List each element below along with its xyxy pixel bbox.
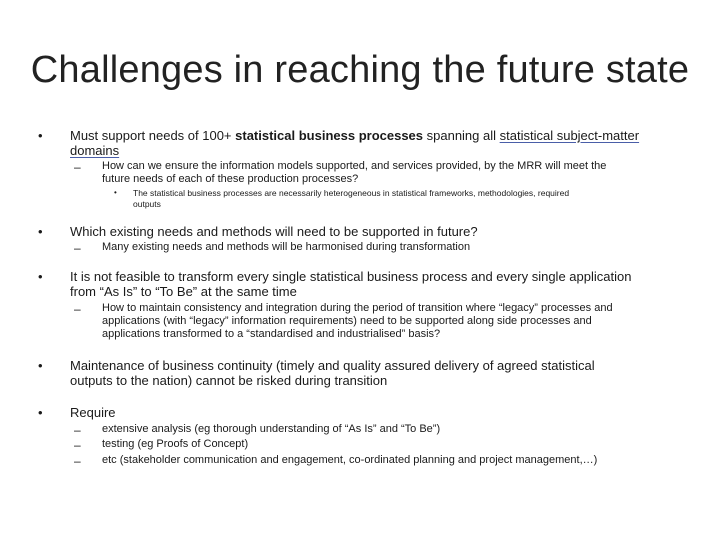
dash-marker: – xyxy=(74,241,81,255)
bullet-1-underlined-term-cont: domains xyxy=(70,143,120,158)
bullet-1-subsub-line2: outputs xyxy=(133,199,161,209)
bullet-1-text xyxy=(70,128,690,143)
bullet-1-line2 xyxy=(70,143,690,158)
bullet-marker: • xyxy=(38,269,43,284)
dash-marker: – xyxy=(74,423,81,437)
dash-marker: – xyxy=(74,302,81,316)
bullet-marker: • xyxy=(38,358,43,373)
bullet-1-sub-line2: future needs of each of these production processes? xyxy=(102,173,359,185)
slide-title: Challenges in reaching the future state xyxy=(30,49,690,91)
bullet-2-text: Which existing needs and methods will need to be supported in future? xyxy=(70,224,478,239)
bullet-2-sub: Many existing needs and methods will be harmonised during transformation xyxy=(102,241,471,253)
bullet-5-text: Require xyxy=(70,405,116,420)
bullet-3-sub-line3: applications transformed to a “standardised and industrialised” basis? xyxy=(102,328,441,340)
dash-marker: – xyxy=(74,438,81,452)
bullet-5-sub-3: etc (stakeholder communication and engagement, co-ordinated planning and project management,…) xyxy=(102,454,598,466)
bullet-3-line2: from “As Is” to “To Be” at the same time xyxy=(70,284,297,299)
bullet-4-line1: Maintenance of business continuity (timely and quality assured delivery of agreed statistical xyxy=(70,358,595,373)
dash-marker: – xyxy=(74,454,81,468)
dash-marker: – xyxy=(74,160,81,174)
bullet-3-line1: It is not feasible to transform every single statistical business process and every single application xyxy=(70,269,632,284)
bullet-3-sub-line1: How to maintain consistency and integration during the period of transition where “legacy” processes and xyxy=(102,302,613,314)
bullet-1-prefix: Must support needs of 100+ xyxy=(70,128,236,143)
small-bullet-marker: • xyxy=(114,188,117,197)
bullet-1-underlined-term: statistical subject-matter xyxy=(499,128,640,143)
bullet-5-sub-1: extensive analysis (eg thorough understanding of “As Is” and “To Be”) xyxy=(102,423,441,435)
bullet-marker: • xyxy=(38,405,43,420)
bullet-5-sub-2: testing (eg Proofs of Concept) xyxy=(102,438,249,450)
bullet-1-sub-line1: How can we ensure the information models supported, and services provided, by the MRR will meet the xyxy=(102,160,607,172)
bullet-marker: • xyxy=(38,224,43,239)
bullet-3-sub-line2: applications (with “legacy” information requirements) need to be supported along side processes and xyxy=(102,315,592,327)
bullet-1-subsub-line1: The statistical business processes are necessarily heterogeneous in statistical frameworks, methodologies, required xyxy=(133,188,570,198)
bullet-marker: • xyxy=(38,128,43,143)
bullet-4-line2: outputs to the nation) cannot be risked during transition xyxy=(70,373,388,388)
bullet-1-middle: spanning all xyxy=(423,128,500,143)
bullet-1-bold-term: statistical business processes xyxy=(235,128,424,143)
